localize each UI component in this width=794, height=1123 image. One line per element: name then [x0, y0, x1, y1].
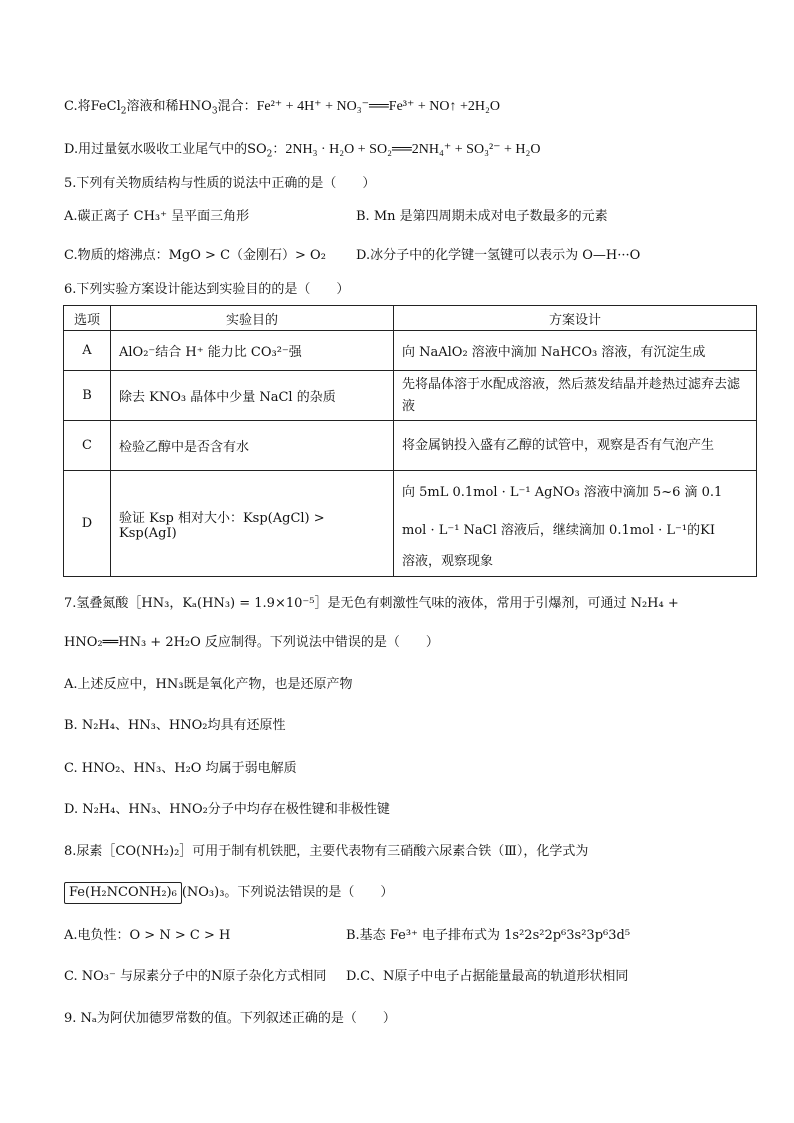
q5-option-b: B. Mn 是第四周期未成对电子数最多的元素	[356, 209, 608, 224]
q8-option-b: B.基态 Fe³⁺ 电子排布式为 1s²2s²2p⁶3s²3p⁶3d⁵	[346, 928, 631, 943]
q7-stem-line1: 7.氢叠氮酸［HN₃，Kₐ(HN₃) = 1.9×10⁻⁵］是无色有刺激性气味的液体，常用于引爆剂，可通过 N₂H₄ +	[64, 596, 679, 611]
table-header-purpose: 实验目的	[111, 306, 394, 331]
table-row	[64, 371, 757, 421]
row-purpose: AlO₂⁻结合 H⁺ 能力比 CO₃²⁻强	[111, 331, 394, 371]
q7-option-c: C. HNO₂、HN₃、H₂O 均属于弱电解质	[64, 761, 297, 776]
row-plan	[394, 471, 757, 577]
row-label: D	[64, 471, 111, 577]
q4-option-c-sub3: 3	[211, 106, 218, 117]
q7-stem-line2: HNO₂══HN₃ + 2H₂O 反应制得。下列说法中错误的是（ ）	[64, 635, 439, 650]
table-header-plan: 方案设计	[394, 306, 757, 331]
table-row	[64, 421, 757, 471]
q7-option-b: B. N₂H₄、HN₃、HNO₂均具有还原性	[64, 718, 286, 733]
q4-option-d	[64, 140, 541, 160]
table-row	[64, 471, 757, 577]
q8-stem-tail: (NO₃)₃。下列说法错误的是（ ）	[181, 885, 394, 900]
q8-option-d: D.C、N原子中电子占据能量最高的轨道形状相同	[346, 969, 629, 984]
table-header-option: 选项	[64, 306, 111, 331]
q6-stem: 6.下列实验方案设计能达到实验目的的是（ ）	[64, 282, 350, 297]
q4-option-c-mid: 溶液和稀HNO	[126, 99, 212, 114]
q4-option-d-sub: 2	[266, 149, 273, 160]
q4-option-d-equation: 2NH₃ · H₂O + SO₂══2NH₄⁺ + SO₃²⁻ + H₂O	[285, 142, 541, 157]
q9-stem: 9. Nₐ为阿伏加德罗常数的值。下列叙述正确的是（ ）	[64, 1011, 396, 1026]
row-plan-line: mol · L⁻¹ NaCl 溶液后，继续滴加 0.1mol · L⁻¹的KI	[402, 522, 715, 538]
q8-stem-line2	[64, 882, 393, 904]
row-purpose: 验证 Ksp 相对大小：Ksp(AgCl) > Ksp(AgI)	[111, 471, 394, 577]
row-plan: 向 NaAlO₂ 溶液中滴加 NaHCO₃ 溶液，有沉淀生成	[394, 331, 757, 371]
table-row	[64, 331, 757, 371]
q4-option-c	[64, 97, 500, 117]
q8-stem-line1: 8.尿素［CO(NH₂)₂］可用于制有机铁肥，主要代表物有三硝酸六尿素合铁（Ⅲ），化学式为	[64, 844, 589, 859]
row-purpose: 检验乙醇中是否含有水	[111, 421, 394, 471]
row-plan: 先将晶体溶于水配成溶液，然后蒸发结晶并趁热过滤弃去滤液	[394, 371, 757, 421]
row-plan: 将金属钠投入盛有乙醇的试管中，观察是否有气泡产生	[394, 421, 757, 471]
row-purpose: 除去 KNO₃ 晶体中少量 NaCl 的杂质	[111, 371, 394, 421]
experiment-table	[63, 305, 757, 577]
q5-option-a: A.碳正离子 CH₃⁺ 呈平面三角形	[64, 209, 250, 224]
q8-option-a: A.电负性：O > N > C > H	[64, 928, 231, 943]
q5-stem: 5.下列有关物质结构与性质的说法中正确的是（ ）	[64, 176, 376, 191]
q4-option-c-prefix: C.将FeCl	[64, 99, 121, 114]
q4-option-d-prefix: D.用过量氨水吸收工业尾气中的SO	[64, 142, 267, 157]
row-plan-line: 向 5mL 0.1mol · L⁻¹ AgNO₃ 溶液中滴加 5~6 滴 0.1	[402, 484, 723, 500]
q8-formula-bracket: Fe(H₂NCONH₂)₆	[64, 882, 182, 904]
q4-option-c-tail: 混合：	[217, 99, 257, 114]
table-header-row	[64, 306, 757, 331]
q7-option-a: A.上述反应中，HN₃既是氧化产物，也是还原产物	[64, 677, 353, 692]
q4-option-c-sub: 2	[120, 106, 127, 117]
row-label: B	[64, 371, 111, 421]
q4-option-d-colon: ：	[272, 142, 286, 157]
q5-option-d: D.冰分子中的化学键一氢键可以表示为 O—H···O	[356, 248, 641, 263]
q5-option-c: C.物质的熔沸点：MgO > C（金刚石）> O₂	[64, 248, 326, 263]
q7-option-d: D. N₂H₄、HN₃、HNO₂分子中均存在极性键和非极性键	[64, 802, 390, 817]
row-plan-line: 溶液，观察现象	[402, 553, 494, 569]
row-label: C	[64, 421, 111, 471]
q8-option-c: C. NO₃⁻ 与尿素分子中的N原子杂化方式相同	[64, 969, 327, 984]
row-label: A	[64, 331, 111, 371]
q4-option-c-equation: Fe²⁺ + 4H⁺ + NO₃⁻══Fe³⁺ + NO↑ +2H₂O	[256, 99, 501, 114]
